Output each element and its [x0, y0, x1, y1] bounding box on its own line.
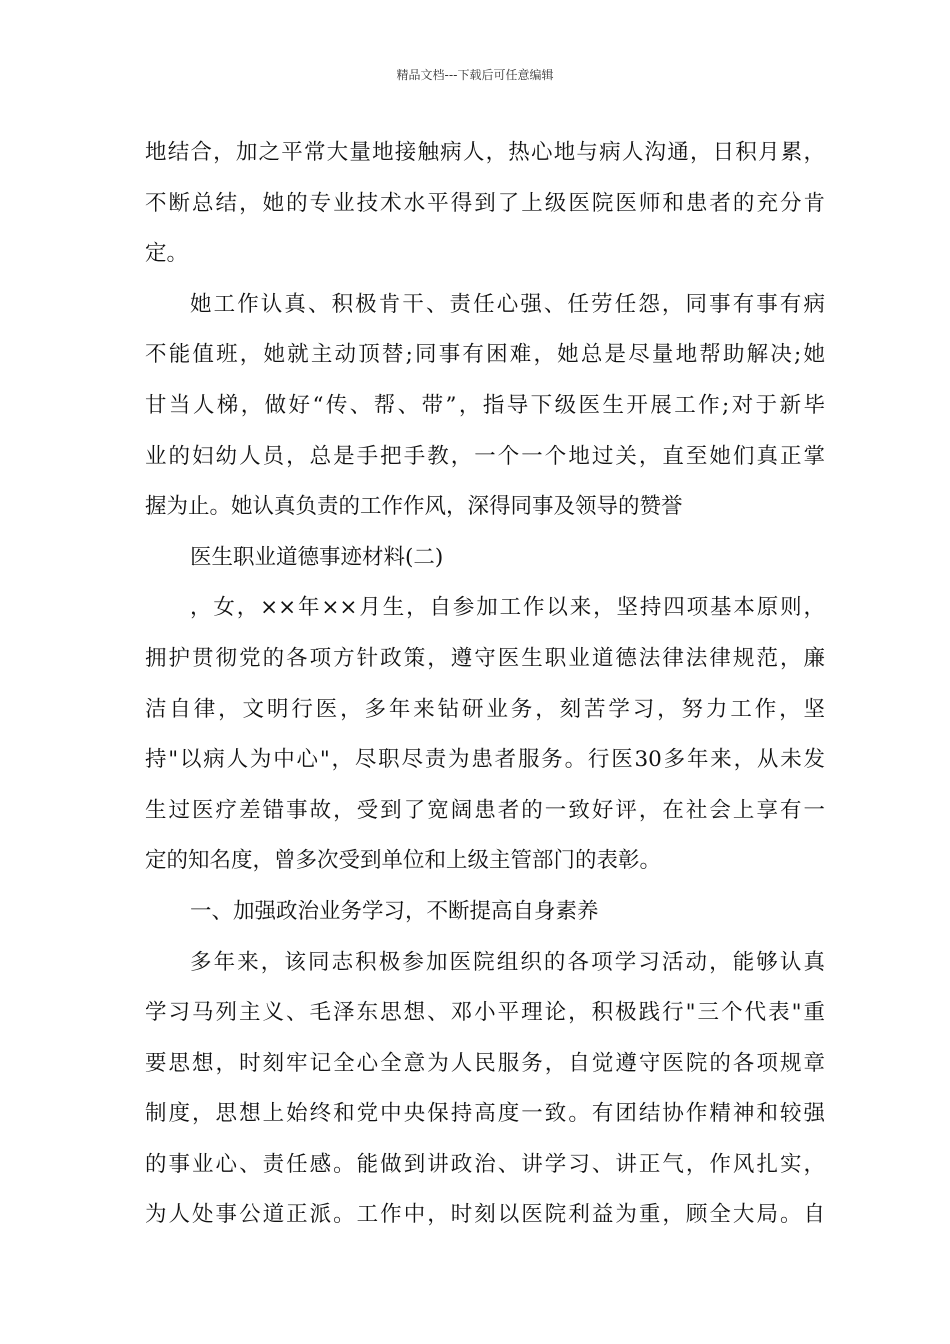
text-line: 地结合，加之平常大量地接触病人，热心地与病人沟通，日积月累， [145, 140, 825, 165]
text-line: 定。 [145, 241, 189, 267]
text-line: 一、加强政治业务学习，不断提高自身素养 [190, 898, 599, 924]
text-line: 生过医疗差错事故，受到了宽阔患者的一致好评，在社会上享有一 [145, 797, 825, 823]
text-line: 学习马列主义、毛泽东思想、邓小平理论，积极践行"三个代表"重 [145, 1000, 825, 1026]
text-line: 的事业心、责任感。能做到讲政治、讲学习、讲正气，作风扎实， [145, 1151, 825, 1177]
text-line: 持"以病人为中心"，尽职尽责为患者服务。行医30多年来，从未发 [145, 747, 825, 773]
text-line: 定的知名度，曾多次受到单位和上级主管部门的表彰。 [145, 848, 662, 874]
text-line: 握为止。她认真负责的工作作风，深得同事及领导的赞誉 [145, 494, 683, 520]
text-line: 业的妇幼人员，总是手把手教，一个一个地过关，直至她们真正掌 [145, 443, 825, 469]
text-line: 不断总结，她的专业技术水平得到了上级医院医师和患者的充分肯 [145, 190, 825, 216]
text-line: 不能值班，她就主动顶替;同事有困难，她总是尽量地帮助解决;她 [145, 342, 825, 368]
text-line: 洁自律，文明行医，多年来钻研业务，刻苦学习，努力工作，坚 [145, 696, 825, 722]
text-line: 为人处事公道正派。工作中，时刻以医院利益为重，顾全大局。自 [145, 1202, 825, 1228]
page-header: 精品文档---下载后可任意编辑 [396, 68, 554, 82]
text-line: ，女，××年××月生，自参加工作以来，坚持四项基本原则， [190, 595, 825, 621]
text-line: 医生职业道德事迹材料(二) [190, 544, 444, 570]
text-line: 多年来，该同志积极参加医院组织的各项学习活动，能够认真 [190, 949, 825, 975]
document-body [145, 128, 825, 1241]
text-line: 甘当人梯，做好“传、帮、带”，指导下级医生开展工作;对于新毕 [145, 392, 825, 418]
text-line: 拥护贯彻党的各项方针政策，遵守医生职业道德法律法律规范，廉 [145, 645, 825, 671]
text-line: 要思想，时刻牢记全心全意为人民服务，自觉遵守医院的各项规章 [145, 1050, 825, 1076]
text-line: 她工作认真、积极肯干、责任心强、任劳任怨，同事有事有病 [190, 291, 825, 317]
text-line: 制度，思想上始终和党中央保持高度一致。有团结协作精神和较强 [145, 1101, 825, 1127]
